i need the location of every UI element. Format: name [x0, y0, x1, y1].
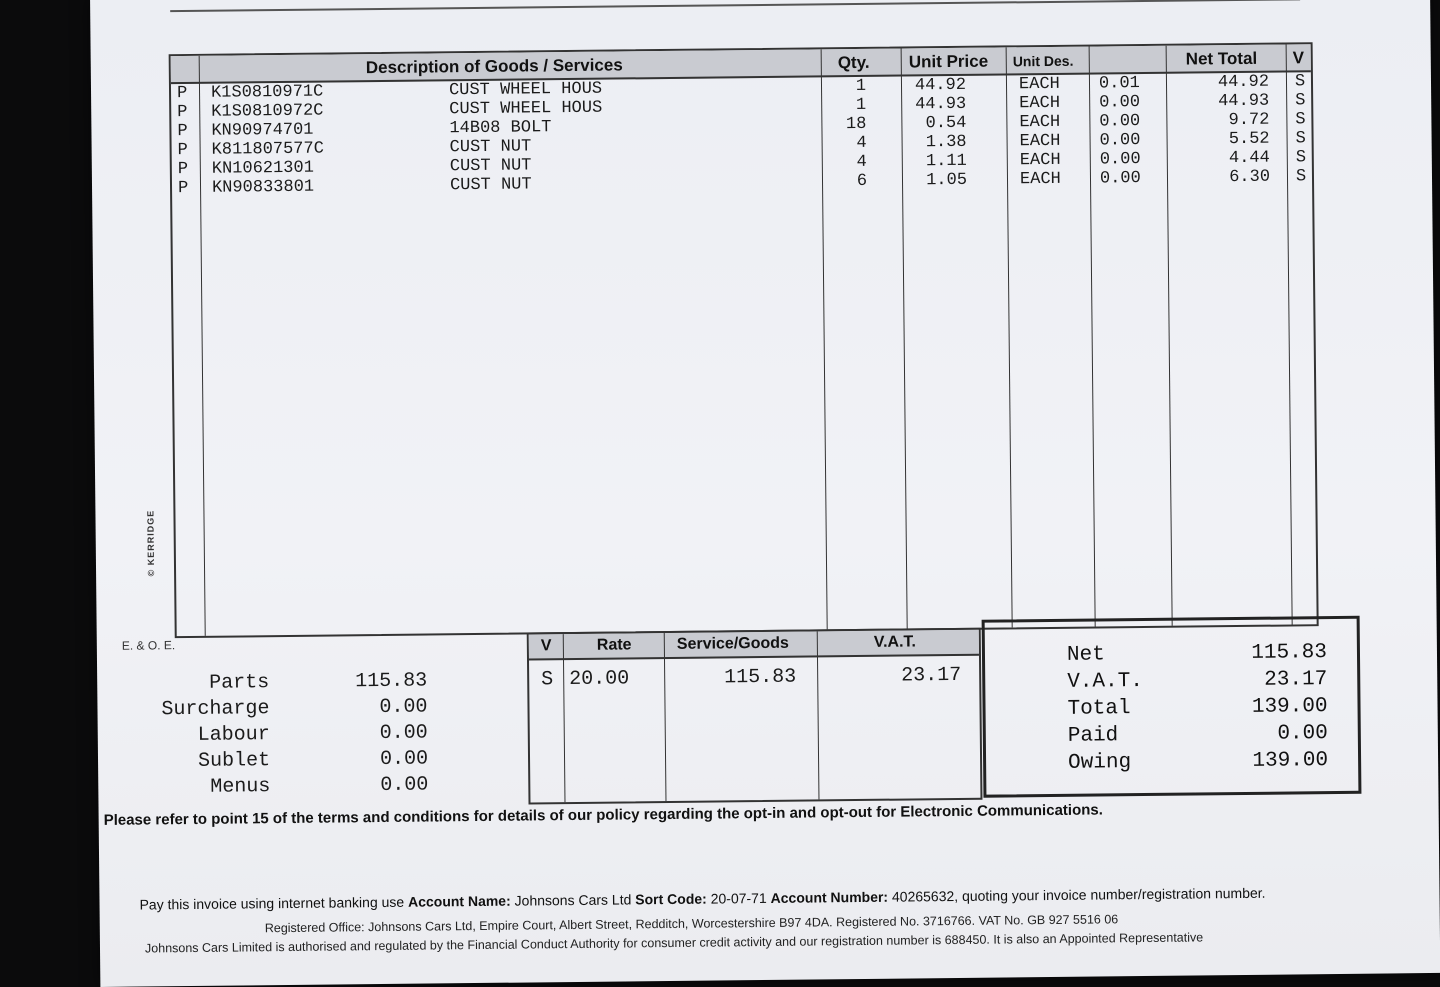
row-qty: 1 — [855, 95, 867, 116]
payment-prefix: Pay this invoice using internet banking use — [139, 893, 405, 913]
row-type: P — [177, 122, 188, 142]
row-type: P — [177, 103, 188, 123]
summary-value: 115.83 — [355, 669, 428, 694]
row-qty: 1 — [855, 76, 867, 97]
part-code: K1S0810972C — [211, 101, 324, 122]
row-type: P — [176, 84, 188, 104]
row-unit-des: EACH — [1019, 131, 1061, 152]
totals-value: 0.00 — [1277, 722, 1328, 746]
col-v: V — [1292, 48, 1305, 68]
totals-box — [982, 616, 1362, 798]
vat-table-header — [529, 630, 979, 661]
totals-row — [985, 641, 1357, 672]
row-discount: 0.00 — [1099, 131, 1141, 151]
row-net-total: 44.93 — [1218, 91, 1270, 112]
row-discount: 0.00 — [1099, 93, 1141, 113]
row-net-total: 5.52 — [1228, 129, 1270, 150]
invoice-paper — [90, 0, 1440, 987]
row-unit-price: 1.05 — [926, 170, 968, 191]
cost-summary — [117, 669, 429, 803]
part-description: CUST NUT — [449, 156, 532, 177]
row-discount: 0.01 — [1098, 74, 1140, 94]
row-vat-code: S — [1295, 129, 1306, 149]
row-net-total: 4.44 — [1228, 148, 1270, 169]
sort-code: 20-07-71 — [710, 889, 767, 907]
summary-row — [118, 773, 429, 803]
row-net-total: 6.30 — [1229, 167, 1271, 188]
part-code: KN10621301 — [211, 158, 314, 179]
totals-row — [986, 749, 1358, 780]
row-vat-code: S — [1295, 110, 1306, 130]
row-unit-des: EACH — [1019, 150, 1061, 171]
row-qty: 18 — [845, 114, 867, 135]
vat-rate: 20.00 — [569, 667, 630, 692]
totals-label: Net — [1066, 643, 1105, 667]
row-vat-code: S — [1295, 148, 1307, 168]
row-unit-des: EACH — [1019, 112, 1061, 133]
totals-value: 115.83 — [1251, 641, 1328, 665]
totals-label: Total — [1067, 697, 1131, 721]
summary-label: Menus — [210, 775, 271, 799]
summary-label: Sublet — [197, 749, 271, 773]
col-description: Description of Goods / Services — [365, 55, 623, 78]
row-unit-price: 1.38 — [925, 132, 967, 153]
summary-label: Parts — [209, 671, 270, 695]
row-unit-des: EACH — [1018, 74, 1060, 95]
vat-col-rate: Rate — [596, 636, 632, 654]
totals-value: 139.00 — [1251, 695, 1328, 719]
col-unit-price: Unit Price — [908, 51, 989, 72]
totals-row — [985, 695, 1357, 726]
totals-row — [986, 722, 1358, 753]
vat-col-v: V — [540, 637, 552, 655]
vat-col-vat: V.A.T. — [873, 633, 917, 651]
col-net-total: Net Total — [1185, 48, 1258, 69]
goods-rows — [171, 72, 1312, 198]
summary-value: 0.00 — [379, 721, 428, 746]
row-unit-price: 0.54 — [925, 113, 967, 134]
part-code: KN90974701 — [211, 120, 314, 141]
row-type: P — [177, 178, 189, 199]
vat-col-goods: Service/Goods — [676, 634, 789, 653]
summary-value: 0.00 — [379, 747, 429, 772]
totals-value: 139.00 — [1252, 749, 1329, 773]
account-name: Johnsons Cars Ltd — [514, 891, 632, 909]
part-code: K811807577C — [211, 139, 324, 160]
vat-code: S — [541, 668, 554, 692]
summary-label: Labour — [197, 723, 270, 747]
account-name-label: Account Name: — [407, 892, 511, 910]
part-description: CUST WHEEL HOUS — [449, 98, 603, 120]
summary-value: 0.00 — [380, 773, 429, 798]
totals-label: V.A.T. — [1067, 670, 1144, 694]
registered-office: Registered Office: Johnsons Cars Ltd, Empire Court, Albert Street, Redditch, Worcestershire B97 4DA. Registered No. 3716766. VAT No. GB 927 5516 06 — [264, 912, 1119, 936]
row-unit-des: EACH — [1019, 169, 1061, 190]
row-type: P — [177, 141, 188, 161]
vat-amount: 23.17 — [901, 663, 962, 688]
sort-code-label: Sort Code: — [635, 890, 707, 908]
vat-table — [527, 628, 983, 805]
part-description: CUST NUT — [449, 137, 532, 158]
terms-notice: Please refer to point 15 of the terms and conditions for details of our policy regarding the opt-in and opt-out for Electronic Communications. — [103, 801, 1103, 829]
top-border — [170, 0, 1300, 12]
row-discount: 0.00 — [1099, 112, 1141, 132]
account-number-label: Account Number: — [770, 888, 889, 906]
summary-row — [118, 747, 429, 777]
summary-label: Surcharge — [161, 697, 270, 722]
part-description: 14B08 BOLT — [449, 118, 552, 139]
row-qty: 6 — [856, 171, 868, 191]
totals-row — [985, 668, 1357, 699]
fca-statement: Johnsons Cars Limited is authorised and regulated by the Financial Conduct Authority for consumer credit activity and our registration number is 688450. It is also an Appointed Representative — [144, 930, 1204, 956]
row-unit-des: EACH — [1019, 93, 1061, 114]
summary-row — [118, 721, 428, 751]
payment-instructions — [139, 885, 1265, 913]
col-qty: Qty. — [837, 52, 870, 73]
part-description: CUST NUT — [449, 175, 532, 196]
eoe-label: E. & O. E. — [121, 638, 176, 653]
totals-label: Owing — [1067, 751, 1132, 775]
part-code: KN90833801 — [211, 177, 315, 198]
summary-value: 0.00 — [379, 695, 428, 720]
row-qty: 4 — [856, 133, 867, 153]
summary-row — [117, 695, 428, 725]
totals-label: Paid — [1067, 724, 1119, 748]
vat-row — [529, 663, 979, 692]
payment-suffix: , quoting your invoice number/registration number. — [954, 884, 1266, 905]
summary-row — [117, 669, 428, 699]
account-number: 40265632 — [891, 888, 955, 905]
row-unit-price: 44.93 — [915, 94, 967, 115]
row-net-total: 9.72 — [1228, 110, 1270, 131]
goods-table — [145, 42, 1319, 638]
row-discount: 0.00 — [1099, 169, 1141, 189]
row-vat-code: S — [1295, 167, 1307, 187]
vat-goods-amount: 115.83 — [724, 665, 797, 690]
row-unit-price: 1.11 — [925, 151, 967, 172]
row-discount: 0.00 — [1099, 150, 1141, 170]
row-vat-code: S — [1295, 91, 1306, 111]
part-description: CUST WHEEL HOUS — [448, 79, 603, 101]
col-unit-des: Unit Des. — [1012, 52, 1074, 70]
row-unit-price: 44.92 — [914, 75, 967, 96]
row-qty: 4 — [856, 152, 867, 172]
row-net-total: 44.92 — [1217, 72, 1270, 93]
row-type: P — [177, 159, 189, 180]
part-code: K1S0810971C — [210, 82, 324, 103]
row-vat-code: S — [1294, 72, 1306, 92]
totals-value: 23.17 — [1264, 668, 1328, 692]
kerridge-mark: © KERRIDGE — [145, 509, 157, 577]
